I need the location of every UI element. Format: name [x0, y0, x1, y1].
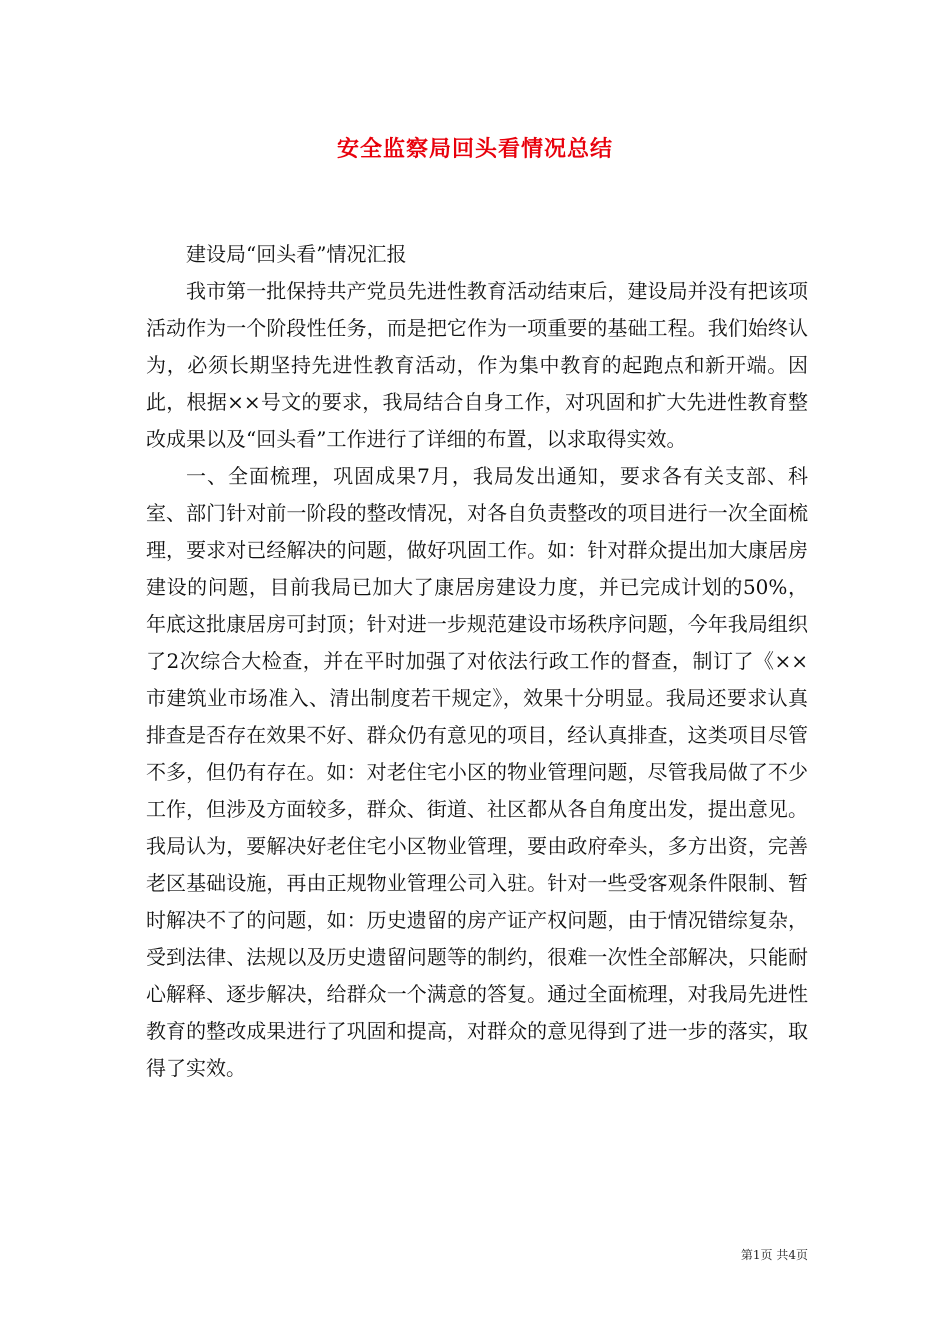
report-subtitle: 建设局“回头看”情况汇报: [186, 242, 407, 266]
document-body: [146, 236, 808, 1087]
paragraph-intro: 我市第一批保持共产党员先进性教育活动结束后，建设局并没有把该项活动作为一个阶段性任务，而是把它作为一项重要的基础工程。我们始终认为，必须长期坚持先进性教育活动，作为集中教育的起跑点和新开端。因此，根据××号文的要求，我局结合自身工作，对巩固和扩大先进性教育整改成果以及“回头看”工作进行了详细的布置，以求取得实效。: [146, 279, 808, 451]
paragraph-section-one: 一、全面梳理，巩固成果7月，我局发出通知，要求各有关支部、科室、部门针对前一阶段的整改情况，对各自负责整改的项目进行一次全面梳理，要求对已经解决的问题，做好巩固工作。如：针对群众提出加大康居房建设的问题，目前我局已加大了康居房建设力度，并已完成计划的50%，年底这批康居房可封顶；针对进一步规范建设市场秩序问题，今年我局组织了2次综合大检查，并在平时加强了对依法行政工作的督查，制订了《××市建筑业市场准入、清出制度若干规定》，效果十分明显。我局还要求认真排查是否存在效果不好、群众仍有意见的项目，经认真排查，这类项目尽管不多，但仍有存在。如：对老住宅小区的物业管理问题，尽管我局做了不少工作，但涉及方面较多，群众、街道、社区都从各自角度出发，提出意见。我局认为，要解决好老住宅小区物业管理，要由政府牵头，多方出资，完善老区基础设施，再由正规物业管理公司入驻。针对一些受客观条件限制、暂时解决不了的问题，如：历史遗留的房产证产权问题，由于情况错综复杂，受到法律、法规以及历史遗留问题等的制约，很难一次性全部解决，只能耐心解释、逐步解决，给群众一个满意的答复。通过全面梳理，对我局先进性教育的整改成果进行了巩固和提高，对群众的意见得到了进一步的落实，取得了实效。: [146, 464, 808, 1080]
page-number: 第1页 共4页: [740, 1248, 808, 1262]
document-title: 安全监察局回头看情况总结: [336, 136, 613, 162]
